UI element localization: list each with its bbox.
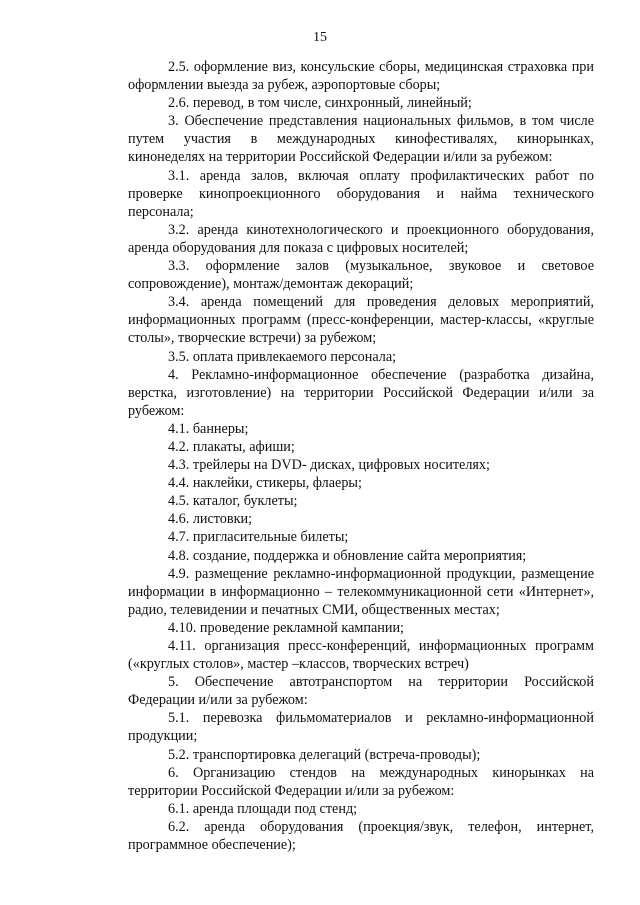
paragraph-3-4: 3.4. аренда помещений для проведения деловых мероприятий, информационных программ (пресс-конференции, мастер-классы, «круглые столы», творческие встречи) за рубежом; [128, 294, 594, 347]
paragraph-4-7: 4.7. пригласительные билеты; [168, 529, 349, 546]
paragraph-4-11: 4.11. организация пресс-конференций, информационных программ («круглых столов», мастер –классов, творческих встреч) [128, 638, 594, 673]
paragraph-2-6: 2.6. перевод, в том числе, синхронный, линейный; [168, 95, 472, 112]
paragraph-3-1: 3.1. аренда залов, включая оплату профилактических работ по проверке кинопроекционного оборудования и найма технического персонала; [128, 167, 594, 220]
paragraph-4-1: 4.1. баннеры; [168, 420, 249, 437]
page-number: 15 [313, 30, 327, 45]
paragraph-6-1: 6.1. аренда площади под стенд; [168, 800, 358, 817]
paragraph-4-6: 4.6. листовки; [168, 511, 253, 528]
paragraph-4-10: 4.10. проведение рекламной кампании; [168, 619, 404, 636]
paragraph-5-1: 5.1. перевозка фильмоматериалов и рекламно-информационной продукции; [128, 710, 594, 745]
document-body [128, 58, 594, 854]
paragraph-3-2: 3.2. аренда кинотехнологического и проекционного оборудования, аренда оборудования для показа с цифровых носителей; [128, 221, 594, 256]
paragraph-6: 6. Организацию стендов на международных кинорынках на территории Российской Федерации и/или за рубежом: [128, 764, 594, 799]
paragraph-3-3: 3.3. оформление залов (музыкальное, звуковое и световое сопровождение), монтаж/демонтаж декораций; [128, 258, 594, 293]
paragraph-3-5: 3.5. оплата привлекаемого персонала; [168, 348, 397, 365]
paragraph-4: 4. Рекламно-информационное обеспечение (разработка дизайна, верстка, изготовление) на территории Российской Федерации и/или за рубежом: [128, 366, 594, 419]
paragraph-4-8: 4.8. создание, поддержка и обновление сайта мероприятия; [168, 547, 527, 564]
paragraph-4-5: 4.5. каталог, буклеты; [168, 493, 298, 510]
paragraph-3: 3. Обеспечение представления национальных фильмов, в том числе путем участия в международных кинофестивалях, кинорынках, кинонеделях на территории Российской Федерации и/или за рубежом: [128, 113, 594, 166]
paragraph-5-2: 5.2. транспортировка делегаций (встреча-проводы); [168, 746, 481, 763]
paragraph-4-3: 4.3. трейлеры на DVD- дисках, цифровых носителях; [168, 457, 490, 474]
paragraph-2-5: 2.5. оформление виз, консульские сборы, медицинская страховка при оформлении выезда за рубеж, аэропортовые сборы; [128, 59, 594, 94]
paragraph-4-9: 4.9. размещение рекламно-информационной продукции, размещение информации в информационно – телекоммуникационной сети «Интернет», радио, телевидении и печатных СМИ, общественных местах; [128, 565, 594, 618]
paragraph-4-4: 4.4. наклейки, стикеры, флаеры; [168, 475, 362, 492]
paragraph-6-2: 6.2. аренда оборудования (проекция/звук, телефон, интернет, программное обеспечение); [128, 818, 594, 854]
paragraph-4-2: 4.2. плакаты, афиши; [168, 438, 295, 455]
paragraph-5: 5. Обеспечение автотранспортом на территории Российской Федерации и/или за рубежом: [128, 674, 594, 709]
